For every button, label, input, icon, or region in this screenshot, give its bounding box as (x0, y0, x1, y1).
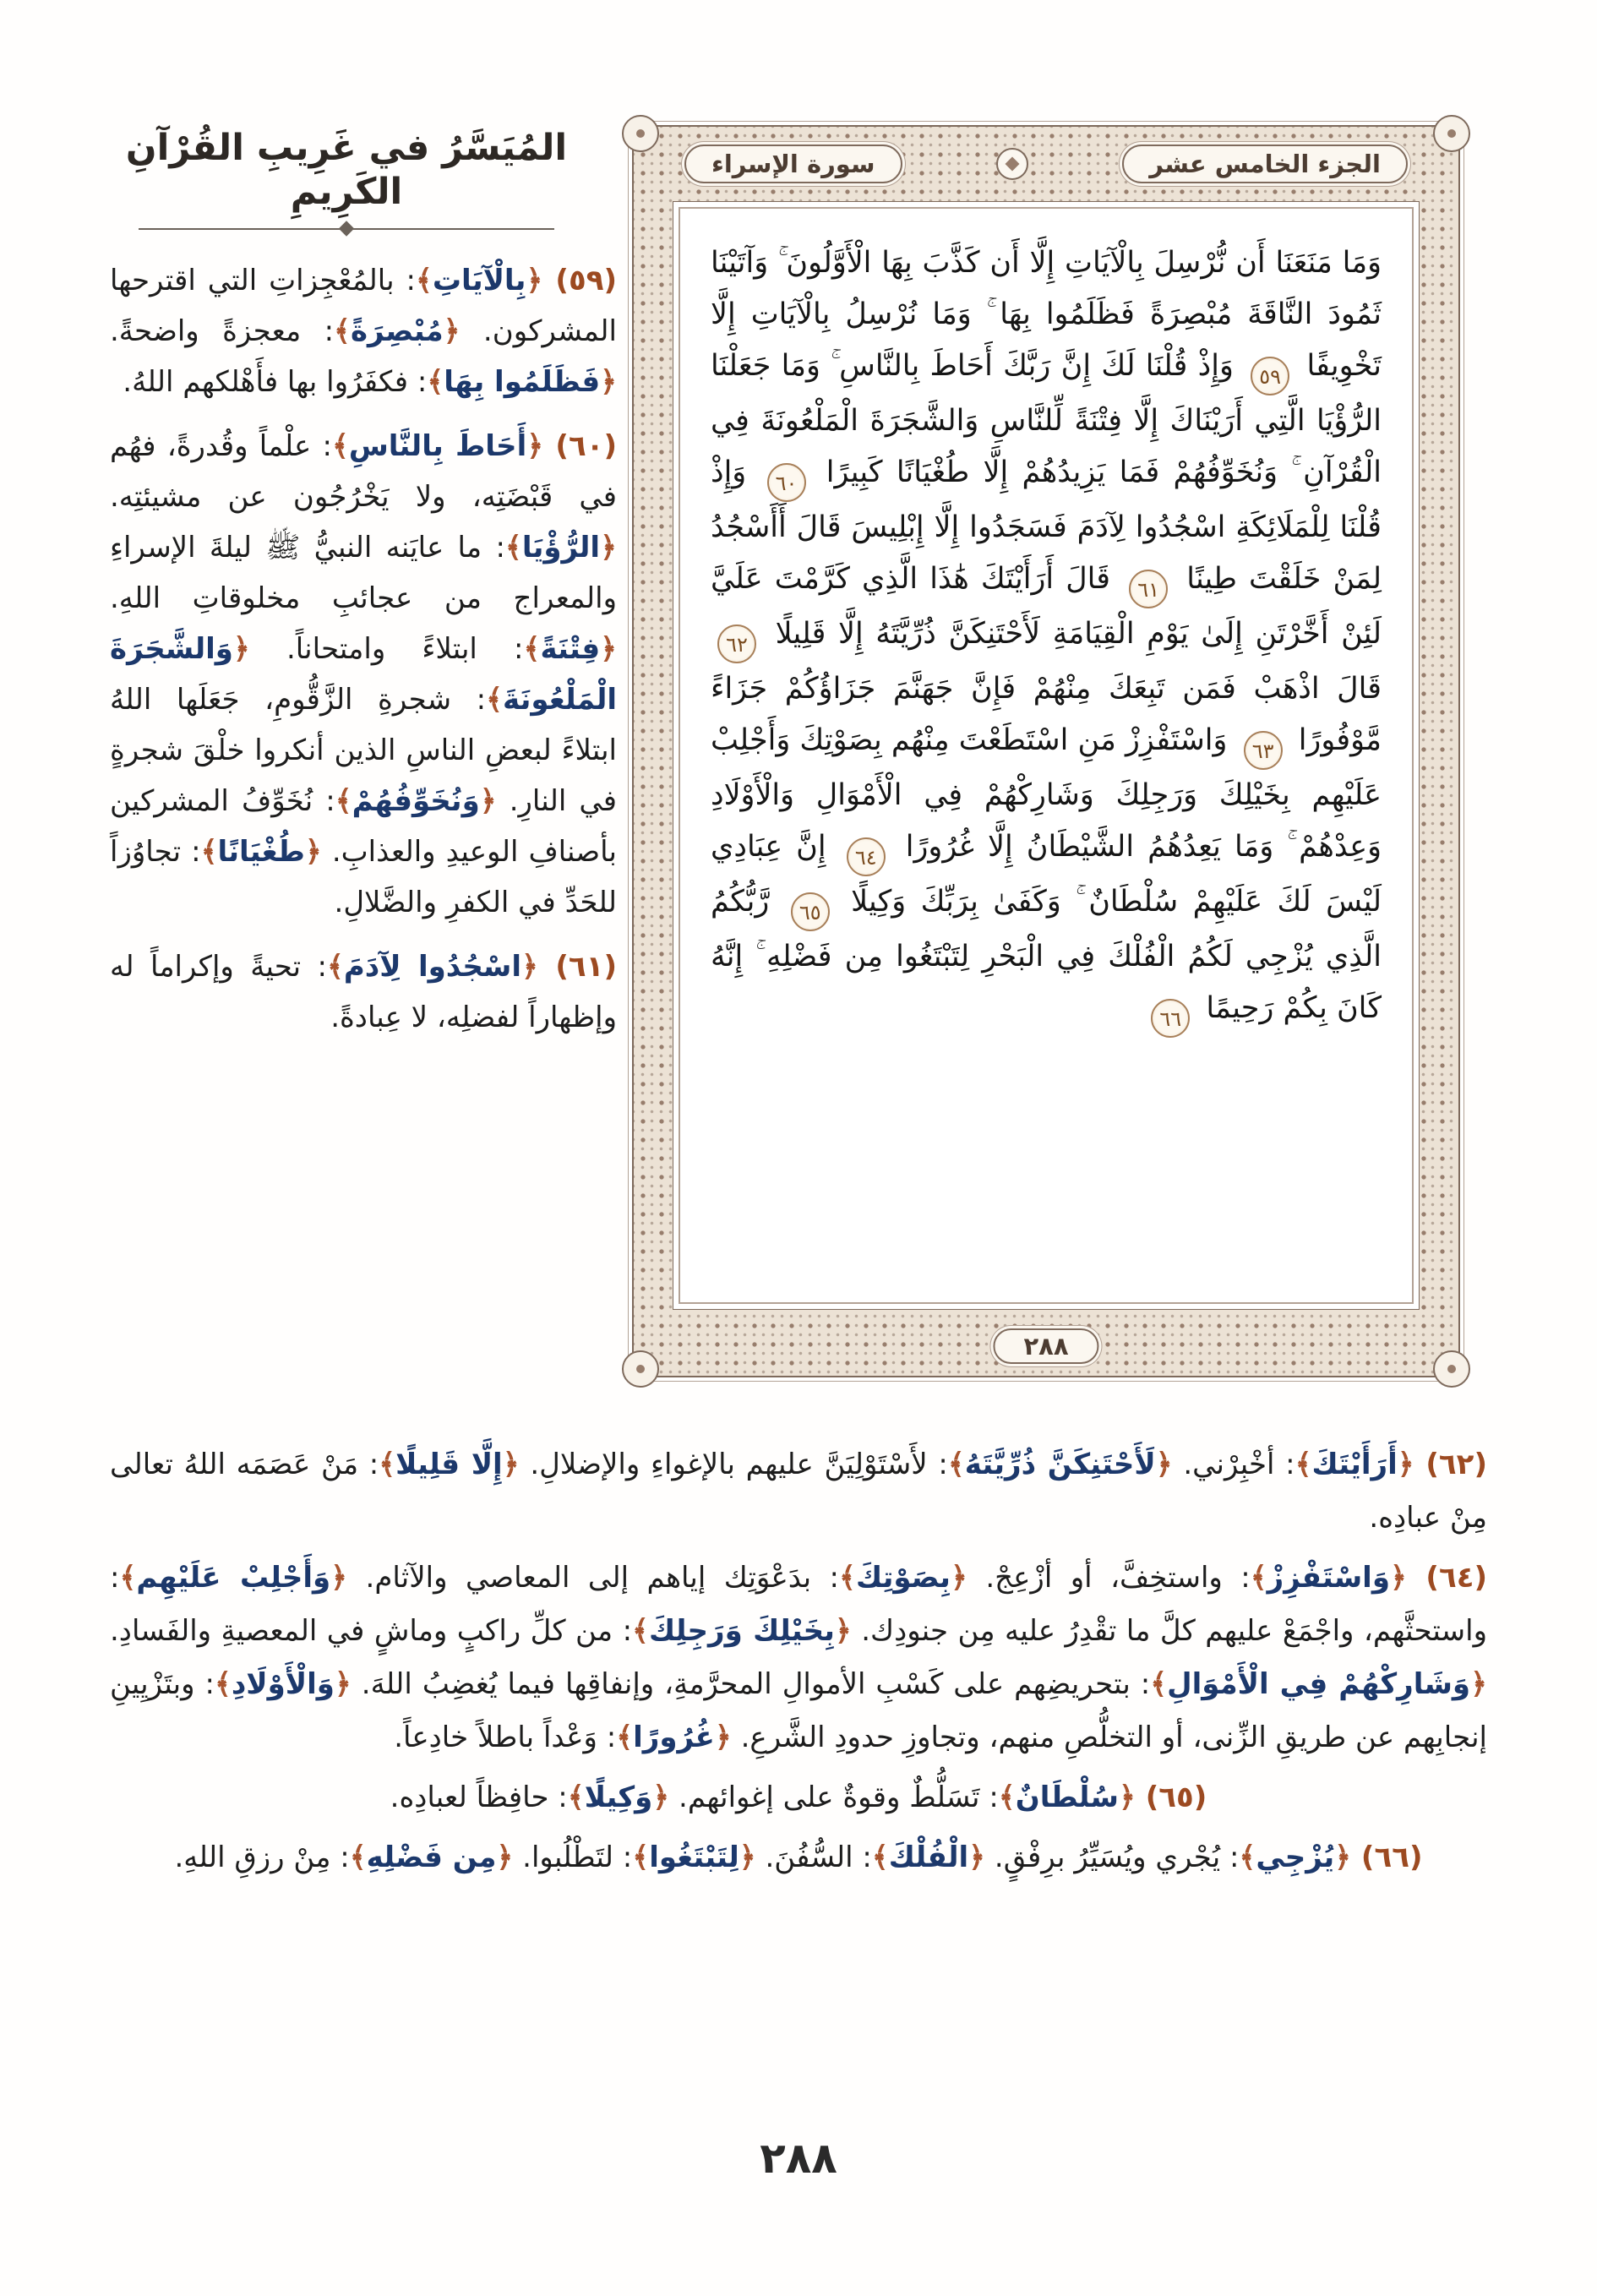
gloss-text: : بالمُعْجِزاتِ التي اقترحها المشركون. (110, 264, 617, 348)
book-title-block (110, 127, 583, 236)
gloss-text: : نُخَوِّفُ المشركين بأصنافِ الوعيدِ والعذابِ. (110, 784, 617, 869)
ornate-bracket-close: ﴾ (523, 632, 541, 666)
entry-number: (٦١) (537, 950, 617, 984)
gloss-text: : واستخِفَّ، أو أزْعِجْ. (967, 1561, 1251, 1595)
gloss-text: : من كلِّ راكبٍ وماشٍ في المعصيةِ والفَسادِ. (110, 1614, 633, 1648)
quoted-lemma (1295, 1448, 1414, 1481)
lemma-word: فَظَلَمُوا بِهَا (444, 365, 601, 399)
quoted-lemma (1150, 1667, 1487, 1701)
ornate-bracket-open: ﴿ (1155, 1448, 1173, 1481)
lemma-word: اسْجُدُوا لِآدَمَ (343, 950, 522, 984)
ayah-number-marker: ٦٦ (1151, 999, 1190, 1038)
quoted-lemma (332, 429, 543, 463)
frame-header (684, 140, 1408, 188)
ayah-number-marker: ٥٩ (1251, 357, 1289, 395)
ornate-bracket-close: ﴾ (1239, 1841, 1256, 1874)
ornate-bracket-close: ﴾ (504, 531, 522, 564)
ornate-bracket-open: ﴿ (1334, 1841, 1352, 1874)
quoted-lemma (379, 1448, 519, 1481)
title-ornament-rule (110, 222, 583, 236)
ornate-bracket-close: ﴾ (1250, 1561, 1267, 1595)
ornate-bracket-close: ﴾ (947, 1448, 965, 1481)
ornate-bracket-open: ﴿ (1397, 1448, 1414, 1481)
ornate-bracket-open: ﴿ (600, 632, 617, 666)
lemma-word: وَاسْتَفْزِزْ (1267, 1561, 1390, 1595)
entry-number: (٦٠) (543, 429, 618, 463)
gloss-text: : تجاوُزاً للحَدِّ في الكفرِ والضَّلالِ. (110, 835, 617, 919)
lemma-word: بِخَيْلِكَ وَرَجِلِكَ (648, 1614, 835, 1648)
quoted-lemma (327, 950, 538, 984)
ornate-bracket-open: ﴿ (600, 531, 617, 564)
commentary-entry (110, 1552, 1487, 1764)
bottom-commentary (110, 1438, 1487, 1891)
ornate-bracket-open: ﴿ (526, 429, 544, 463)
ornate-bracket-close: ﴾ (427, 365, 444, 399)
quoted-lemma (839, 1561, 967, 1595)
ayah-text: وَاسْتَفْزِزْ مَنِ اسْتَطَعْتَ مِنْهُم بِصَوْتِكَ وَأَجْلِبْ عَلَيْهِم بِخَيْلِكَ وَرَجِلِكَ وَشَارِكْهُمْ فِي الْأَمْوَالِ وَالْأَوْلَادِ وَعِدْهُمْ ۚ وَمَا يَعِدُهُمُ الشَّيْطَانُ إِلَّا غُرُورًا (711, 723, 1382, 864)
ornate-bracket-open: ﴿ (502, 1448, 520, 1481)
ayah-text: وَمَا مَنَعَنَا أَن نُّرْسِلَ بِالْآيَاتِ إِلَّا أَن كَذَّبَ بِهَا الْأَوَّلُونَ ۚ وَآتَيْنَا ثَمُودَ النَّاقَةَ مُبْصِرَةً فَظَلَمُوا بِهَا ۚ وَمَا نُرْسِلُ بِالْآيَاتِ إِلَّا تَخْوِيفًا (711, 246, 1382, 383)
gloss-text: : معجزةً واضحةً. (110, 314, 335, 348)
gloss-text: : تَسَلُّطٌ وقوةٌ على إغوائهم. (669, 1781, 999, 1814)
quran-page-frame (632, 125, 1460, 1377)
ornate-bracket-close: ﴾ (871, 1841, 889, 1874)
commentary-entry (110, 421, 617, 928)
quoted-lemma (119, 1561, 347, 1595)
ornate-bracket-close: ﴾ (214, 1667, 232, 1701)
gloss-text: : واستحثَّهم، واجْمَعْ عليهم كلَّ ما تقْدِرُ عليه مِن جنودِك. (110, 1561, 1488, 1648)
quoted-lemma (568, 1781, 669, 1814)
ornate-bracket-close: ﴾ (616, 1721, 634, 1754)
ornate-bracket-open: ﴿ (334, 1667, 352, 1701)
gloss-text: : أخْبِرْني. (1172, 1448, 1295, 1481)
quran-text (711, 237, 1382, 1038)
gloss-text: : بدَعْوَتِك إياهم إلى المعاصي والآثام. (347, 1561, 840, 1595)
gloss-text: : مِنْ رزقِ اللهِ. (174, 1841, 350, 1874)
ornate-bracket-close: ﴾ (415, 264, 433, 297)
ornate-bracket-open: ﴿ (739, 1841, 756, 1874)
ornate-bracket-open: ﴿ (232, 632, 250, 666)
quoted-lemma (632, 1614, 852, 1648)
frame-corner-ornament (1433, 1350, 1470, 1388)
lemma-word: وَكِيلًا (584, 1781, 653, 1814)
lemma-word: طُغْيَانًا (217, 835, 305, 869)
lemma-word: إِلَّا قَلِيلًا (395, 1448, 503, 1481)
ornate-bracket-close: ﴾ (119, 1561, 137, 1595)
gloss-text: : لتَطْلُبوا. (513, 1841, 633, 1874)
entry-number: (٦٢) (1414, 1448, 1487, 1481)
mushaf-page-number: ٢٨٨ (993, 1328, 1098, 1364)
ayah-number-marker: ٦٥ (791, 892, 830, 931)
frame-corner-ornament (1433, 115, 1470, 152)
lemma-word: وَشَارِكْهُمْ فِي الْأَمْوَالِ (1167, 1667, 1471, 1701)
gloss-text: : حافِظاً لعبادِه. (390, 1781, 568, 1814)
ornate-bracket-open: ﴿ (968, 1841, 986, 1874)
gloss-text: : شجرةِ الزَّقُّومِ، جَعَلَها اللهُ ابتلاءً لبعضِ الناسِ الذين أنكروا خلْقَ شجرةٍ في النارِ. (110, 683, 617, 818)
commentary-entry (110, 1771, 1487, 1824)
entry-number: (٥٩) (542, 264, 617, 297)
surah-label: سورة الإسراء (684, 145, 902, 183)
quoted-lemma (335, 784, 497, 818)
quran-text-panel (673, 201, 1420, 1310)
lemma-word: فِتْنَةً (540, 632, 601, 666)
lemma-word: مُبْصِرَةً (350, 314, 444, 348)
quoted-lemma (632, 1841, 755, 1874)
quoted-lemma (872, 1841, 985, 1874)
ayah-number-marker: ٦٤ (847, 837, 886, 876)
quoted-lemma (999, 1781, 1136, 1814)
ayah-text: وَإِذْ قُلْنَا لَكَ إِنَّ رَبَّكَ أَحَاطَ بِالنَّاسِ ۚ وَمَا جَعَلْنَا الرُّؤْيَا الَّتِي أَرَيْنَاكَ إِلَّا فِتْنَةً لِّلنَّاسِ وَالشَّجَرَةَ الْمَلْعُونَةَ فِي الْقُرْآنِ ۚ وَنُخَوِّفُهُمْ فَمَا يَزِيدُهُمْ إِلَّا طُغْيَانًا كَبِيرًا (711, 349, 1382, 489)
book-title: المُيَسَّرُ في غَرِيبِ القُرْآنِ الكَرِيمِ (125, 127, 568, 213)
ornate-bracket-open: ﴿ (1470, 1667, 1487, 1701)
gloss-text: : فكفَرُوا بها فأَهْلكهم اللهُ. (123, 365, 428, 399)
lemma-word: وَأَجْلِبْ عَلَيْهِم (136, 1561, 331, 1595)
ornate-bracket-close: ﴾ (326, 950, 344, 984)
lemma-word: أَرَأَيْتَكَ (1311, 1448, 1398, 1481)
ornate-bracket-close: ﴾ (379, 1448, 396, 1481)
quoted-lemma (1251, 1561, 1407, 1595)
ornate-bracket-close: ﴾ (1150, 1667, 1168, 1701)
rosette-icon (996, 148, 1028, 180)
ornate-bracket-close: ﴾ (486, 683, 503, 717)
lemma-word: لَأَحْتَنِكَنَّ ذُرِّيَّتَهُ (964, 1448, 1156, 1481)
lemma-word: وَالْأَوْلَادِ (231, 1667, 335, 1701)
ornate-bracket-open: ﴿ (600, 365, 617, 399)
ornate-bracket-open: ﴿ (496, 1841, 514, 1874)
commentary-entry (110, 1438, 1487, 1545)
ornate-bracket-close: ﴾ (632, 1614, 649, 1648)
frame-corner-ornament (622, 115, 659, 152)
ornate-bracket-close: ﴾ (632, 1841, 650, 1874)
gloss-text: : وَعْداً باطلاً خادِعاً. (394, 1721, 617, 1754)
ayah-number-marker: ٦٠ (767, 463, 806, 502)
ornate-bracket-open: ﴿ (1389, 1561, 1407, 1595)
page-number: ٢٨٨ (760, 2134, 837, 2183)
quoted-lemma (616, 1721, 732, 1754)
ornate-bracket-close: ﴾ (334, 314, 351, 348)
ayah-text: إِنَّ عِبَادِي لَيْسَ لَكَ عَلَيْهِمْ سُلْطَانٌ ۚ وَكَفَىٰ بِرَبِّكَ وَكِيلًا (711, 830, 1382, 919)
quoted-lemma (427, 365, 617, 399)
gloss-text: : مَنْ عَصَمَه اللهُ تعالى مِنْ عبادِه. (110, 1448, 1487, 1535)
gloss-text: : بتحريضِهم على كَسْبِ الأموالِ المحرَّمةِ، وإنفاقِها فيما يُغضِبُ اللهَ. (351, 1667, 1151, 1701)
ornate-bracket-open: ﴿ (834, 1614, 852, 1648)
ornate-bracket-open: ﴿ (479, 784, 497, 818)
entry-number: (٦٦) (1351, 1841, 1423, 1874)
ornate-bracket-open: ﴿ (526, 264, 543, 297)
ayah-text: وَإِذْ قُلْنَا لِلْمَلَائِكَةِ اسْجُدُوا لِآدَمَ فَسَجَدُوا إِلَّا إِبْلِيسَ قَالَ أَأَسْجُدُ لِمَنْ خَلَقْتَ طِينًا (711, 455, 1382, 596)
ornate-bracket-close: ﴾ (567, 1781, 585, 1814)
quoted-lemma (350, 1841, 514, 1874)
quoted-lemma (524, 632, 617, 666)
ayah-text: قَالَ أَرَأَيْتَكَ هَٰذَا الَّذِي كَرَّمْتَ عَلَيَّ لَئِنْ أَخَّرْتَنِ إِلَىٰ يَوْمِ الْقِيَامَةِ لَأَحْتَنِكَنَّ ذُرِّيَّتَهُ إِلَّا قَلِيلًا (711, 562, 1382, 651)
commentary-entry (110, 941, 617, 1043)
quoted-lemma (215, 1667, 352, 1701)
gloss-text: : وبتَزْيِينِ إنجابِهم عن طريقِ الزِّنى، أو التخلُّصِ منهم، وتجاوزِ حدودِ الشَّرعِ. (110, 1667, 1487, 1754)
ornate-bracket-close: ﴾ (839, 1561, 856, 1595)
ornate-bracket-open: ﴿ (714, 1721, 732, 1754)
side-commentary (110, 255, 617, 1056)
ayah-number-marker: ٦١ (1129, 570, 1168, 608)
quoted-lemma (1239, 1841, 1351, 1874)
gloss-text: : يُجْري ويُسَيِّرُ برِفْقٍ. (985, 1841, 1240, 1874)
ornate-bracket-close: ﴾ (1294, 1448, 1312, 1481)
ayah-number-marker: ٦٢ (717, 624, 756, 663)
ornate-bracket-close: ﴾ (335, 784, 352, 818)
quoted-lemma (948, 1448, 1173, 1481)
ornate-bracket-close: ﴾ (349, 1841, 367, 1874)
ornate-bracket-open: ﴿ (1118, 1781, 1136, 1814)
quoted-lemma (505, 531, 617, 564)
ornate-bracket-open: ﴿ (652, 1781, 670, 1814)
commentary-entry (110, 1831, 1487, 1884)
ornate-bracket-open: ﴿ (330, 1561, 348, 1595)
gloss-text: : ابتلاءً وامتحاناً. (249, 632, 524, 666)
ornate-bracket-close: ﴾ (331, 429, 349, 463)
lemma-word: سُلْطَانٌ (1015, 1781, 1119, 1814)
ayah-text: قَالَ اذْهَبْ فَمَن تَبِعَكَ مِنْهُمْ فَإِنَّ جَهَنَّمَ جَزَاؤُكُمْ جَزَاءً مَّوْفُورًا (711, 672, 1382, 757)
lemma-word: الْفُلْكَ (888, 1841, 969, 1874)
lemma-word: أَحَاطَ بِالنَّاسِ (348, 429, 527, 463)
ornate-bracket-close: ﴾ (998, 1781, 1016, 1814)
frame-corner-ornament (622, 1350, 659, 1388)
gloss-text: : لأَسْتَوْلِيَنَّ عليهم بالإغواءِ والإضلالِ. (519, 1448, 948, 1481)
ayah-text: رَّبُّكُمُ الَّذِي يُزْجِي لَكُمُ الْفُلْكَ فِي الْبَحْرِ لِتَبْتَغُوا مِن فَضْلِهِ ۚ إِنَّهُ كَانَ بِكُمْ رَحِيمًا (711, 885, 1382, 1025)
entry-number: (٦٤) (1406, 1561, 1487, 1595)
gloss-text: : تحيةً وإكراماً له وإظهاراً لفضلِه، لا عِبادةً. (110, 950, 617, 1034)
quoted-lemma (416, 264, 542, 297)
lemma-word: يُزْجِي (1256, 1841, 1335, 1874)
ornate-bracket-open: ﴿ (304, 835, 322, 869)
gloss-text: : السُّفُنَ. (755, 1841, 872, 1874)
gloss-text: : ما عايَنه النبيُّ ﷺ ليلةَ الإسراءِ والمعراج من عجائبِ مخلوقاتِ اللهِ. (110, 531, 617, 615)
quoted-lemma (334, 314, 461, 348)
lemma-word: مِن فَضْلِهِ (366, 1841, 497, 1874)
entry-number: (٦٥) (1135, 1781, 1207, 1814)
ornate-bracket-open: ﴿ (950, 1561, 967, 1595)
ayah-number-marker: ٦٣ (1244, 731, 1283, 770)
ornate-bracket-close: ﴾ (200, 835, 218, 869)
lemma-word: وَنُخَوِّفُهُمْ (352, 784, 480, 818)
lemma-word: بِصَوْتِكَ (855, 1561, 951, 1595)
lemma-word: وَالشَّجَرَةَ الْمَلْعُونَةَ (110, 632, 617, 717)
juz-label: الجزء الخامس عشر (1122, 145, 1408, 183)
ornate-bracket-open: ﴿ (521, 950, 538, 984)
commentary-entry (110, 255, 617, 407)
lemma-word: الرُّؤْيَا (521, 531, 601, 564)
ornate-bracket-open: ﴿ (443, 314, 461, 348)
lemma-word: لِتَبْتَغُوا (649, 1841, 739, 1874)
quoted-lemma (201, 835, 322, 869)
lemma-word: غُرُورًا (633, 1721, 715, 1754)
lemma-word: بِالْآيَاتِ (432, 264, 526, 297)
gloss-text: : علْماً وقُدرةً، فهُم في قَبْضَتِه، ولا يَخْرُجُون عن مشيئتِه. (110, 429, 617, 514)
